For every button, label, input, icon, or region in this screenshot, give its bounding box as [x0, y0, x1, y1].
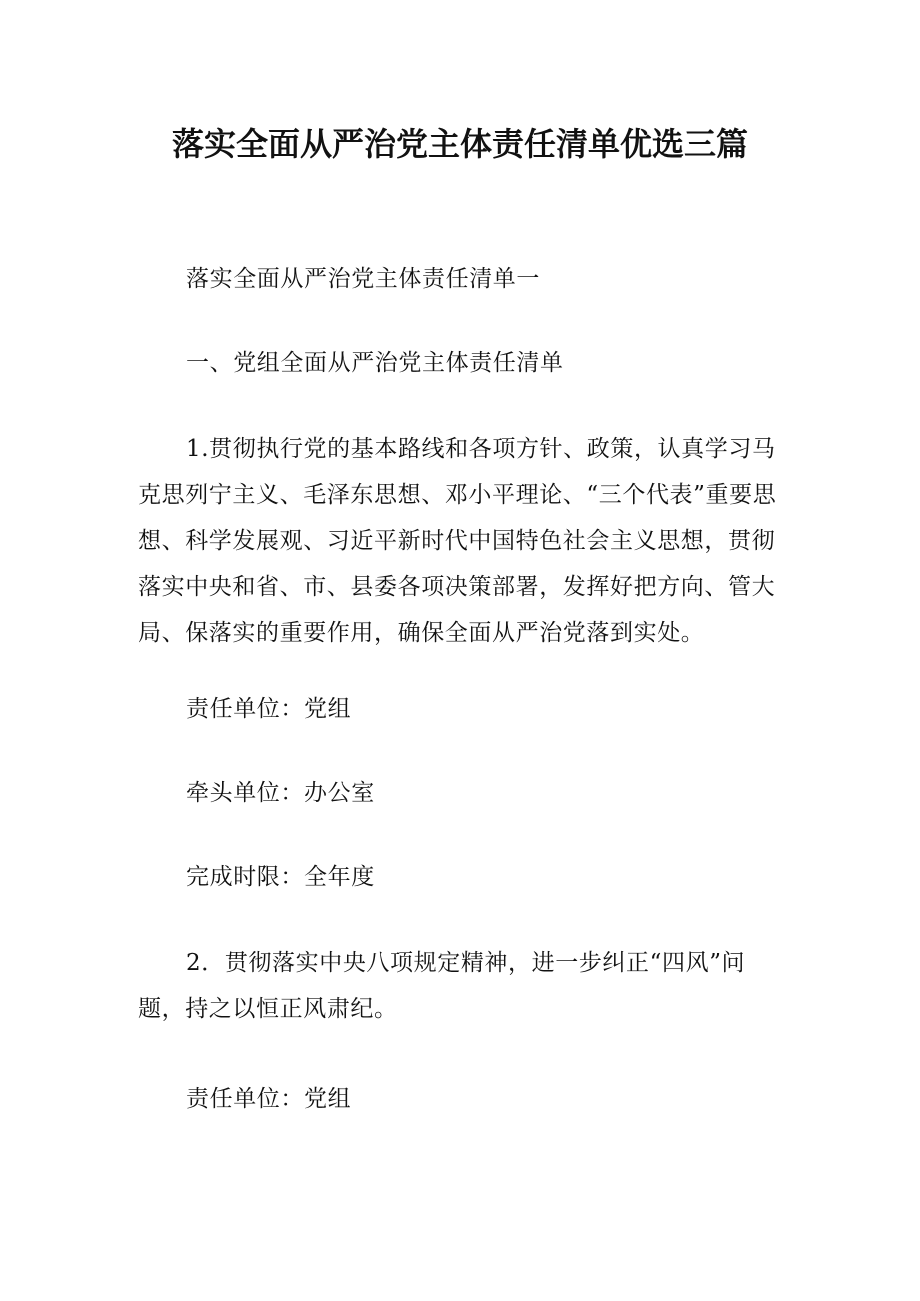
subtitle: 落实全面从严治党主体责任清单一 — [186, 266, 540, 292]
item-1-lead-unit: 牵头单位：办公室 — [186, 780, 375, 806]
item-1-deadline: 完成时限：全年度 — [186, 864, 375, 890]
item-2-responsible-unit: 责任单位：党组 — [186, 1086, 352, 1112]
item-1-paragraph: 1.贯彻执行党的基本路线和各项方针、政策，认真学习马克思列宁主义、毛泽东思想、邓小平理论、“三个代表”重要思想、科学发展观、习近平新时代中国特色社会主义思想，贯彻落实中央和省、市、县委各项决策部署，发挥好把方向、管大局、保落实的重要作用，确保全面从严治党落到实处。 — [138, 436, 777, 646]
item-1-responsible-unit: 责任单位：党组 — [186, 696, 352, 722]
document-title: 落实全面从严治党主体责任清单优选三篇 — [171, 125, 748, 163]
section-heading: 一、党组全面从严治党主体责任清单 — [186, 350, 564, 376]
item-2-paragraph: 2．贯彻落实中央八项规定精神，进一步纠正“四风”问题，持之以恒正风肃纪。 — [138, 950, 746, 1022]
